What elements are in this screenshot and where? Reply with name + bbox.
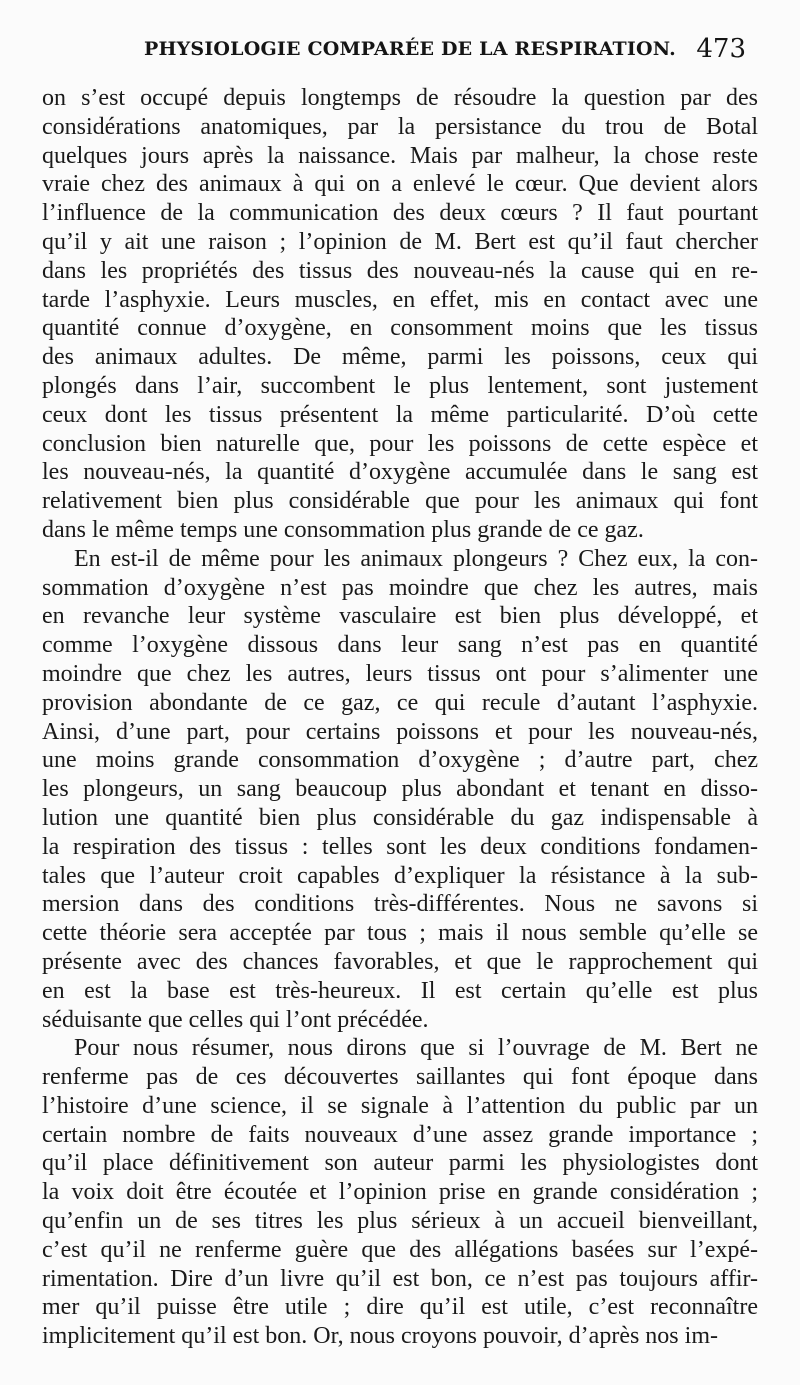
text-line: qu’enfin un de ses titres les plus sérieux à un accueil bienveillant, (42, 1208, 758, 1235)
text-line: moindre que chez les autres, leurs tissus ont pour s’alimenter une (42, 660, 758, 687)
text-line: Ainsi, d’une part, pour certains poissons et pour les nouveau-nés, (42, 718, 758, 745)
text-line: une moins grande consommation d’oxygène ; d’autre part, chez (42, 747, 758, 774)
page-number: 473 (696, 34, 746, 64)
text-line: ceux dont les tissus présentent la même particularité. D’où cette (42, 401, 758, 428)
text-line: c’est qu’il ne renferme guère que des allégations basées sur l’expé- (42, 1236, 758, 1263)
text-line: mer qu’il puisse être utile ; dire qu’il est utile, c’est reconnaître (42, 1294, 758, 1321)
text-line: qu’il place définitivement son auteur parmi les physiologistes dont (42, 1150, 758, 1177)
text-line: présente avec des chances favorables, et que le rapprochement qui (42, 948, 758, 975)
text-line: mersion dans des conditions très-différentes. Nous ne savons si (42, 891, 758, 918)
text-line: plongés dans l’air, succombent le plus lentement, sont justement (42, 372, 758, 399)
text-line: dans les propriétés des tissus des nouveau-nés la cause qui en re- (42, 257, 758, 284)
text-line: dans le même temps une consommation plus grande de ce gaz. (42, 516, 644, 543)
text-line: considérations anatomiques, par la persistance du trou de Botal (42, 113, 758, 140)
text-line: l’histoire d’une science, il se signale à l’attention du public par un (42, 1092, 758, 1119)
text-line: séduisante que celles qui l’ont précédée. (42, 1006, 429, 1033)
text-line: en revanche leur système vasculaire est bien plus développé, et (42, 603, 758, 630)
text-line: Pour nous résumer, nous dirons que si l’ouvrage de M. Bert ne (74, 1035, 758, 1062)
page-header (40, 34, 760, 74)
text-line: En est-il de même pour les animaux plongeurs ? Chez eux, la con- (74, 545, 758, 572)
text-line: l’influence de la communication des deux cœurs ? Il faut pourtant (42, 200, 758, 227)
text-line: cette théorie sera acceptée par tous ; mais il nous semble qu’elle se (42, 920, 758, 947)
text-line: implicitement qu’il est bon. Or, nous croyons pouvoir, d’après nos im- (42, 1323, 718, 1350)
text-line: certain nombre de faits nouveaux d’une assez grande importance ; (42, 1121, 758, 1148)
text-line: tales que l’auteur croit capables d’expliquer la résistance à la sub- (42, 862, 758, 889)
text-line: les plongeurs, un sang beaucoup plus abondant et tenant en disso- (42, 776, 758, 803)
text-line: conclusion bien naturelle que, pour les poissons de cette espèce et (42, 430, 758, 457)
text-line: vraie chez des animaux à qui on a enlevé le cœur. Que devient alors (42, 171, 758, 198)
text-line: la respiration des tissus : telles sont les deux conditions fondamen- (42, 833, 758, 860)
running-title: PHYSIOLOGIE COMPARÉE DE LA RESPIRATION. (144, 38, 676, 60)
text-line: la voix doit être écoutée et l’opinion prise en grande considération ; (42, 1179, 758, 1206)
text-line: qu’il y ait une raison ; l’opinion de M. Bert est qu’il faut chercher (42, 228, 758, 255)
body-text (42, 84, 758, 1351)
text-line: renferme pas de ces découvertes saillantes qui font époque dans (42, 1064, 758, 1091)
text-line: quantité connue d’oxygène, en consomment moins que les tissus (42, 315, 758, 342)
text-line: comme l’oxygène dissous dans leur sang n’est pas en quantité (42, 632, 758, 659)
text-line: les nouveau-nés, la quantité d’oxygène accumulée dans le sang est (42, 459, 758, 486)
text-line: quelques jours après la naissance. Mais par malheur, la chose reste (42, 142, 758, 169)
text-line: provision abondante de ce gaz, ce qui recule d’autant l’asphyxie. (42, 689, 758, 716)
text-line: des animaux adultes. De même, parmi les poissons, ceux qui (42, 344, 758, 371)
text-line: rimentation. Dire d’un livre qu’il est bon, ce n’est pas toujours affir- (42, 1265, 758, 1292)
text-line: on s’est occupé depuis longtemps de résoudre la question par des (42, 85, 758, 111)
text-line: sommation d’oxygène n’est pas moindre que chez les autres, mais (42, 574, 758, 601)
text-line: en est la base est très-heureux. Il est certain qu’elle est plus (42, 977, 758, 1004)
text-line: lution une quantité bien plus considérable du gaz indispensable à (42, 804, 758, 831)
text-line: relativement bien plus considérable que pour les animaux qui font (42, 488, 758, 515)
text-line: tarde l’asphyxie. Leurs muscles, en effet, mis en contact avec une (42, 286, 758, 313)
